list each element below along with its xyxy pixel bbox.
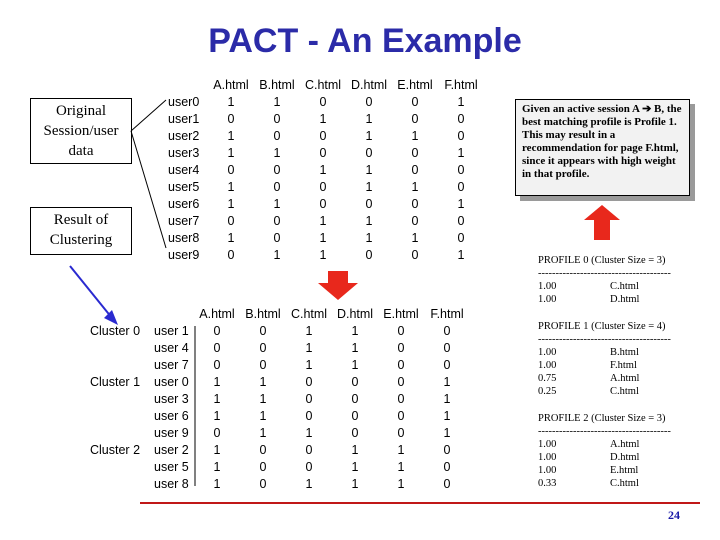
cell: 1 [305, 323, 313, 338]
connector-line-top-2 [131, 131, 166, 248]
user-label: user5 [168, 179, 200, 194]
cell: 0 [305, 408, 313, 423]
profile-page: D.html [610, 294, 640, 305]
cell: 0 [411, 213, 419, 228]
cell: 1 [213, 391, 221, 406]
cell: 0 [259, 459, 267, 474]
cell: 1 [443, 408, 451, 423]
session-table-header [166, 76, 484, 93]
cell: 1 [397, 476, 405, 491]
col-header: D.html [350, 77, 388, 92]
table-row [166, 212, 484, 229]
cell: 0 [411, 196, 419, 211]
cell: 0 [305, 459, 313, 474]
table-row [166, 161, 484, 178]
cell: 0 [319, 128, 327, 143]
cell: 0 [227, 162, 235, 177]
col-header: B.html [259, 77, 295, 92]
cluster-label [90, 424, 152, 441]
user-label: user4 [168, 162, 200, 177]
user-label: user2 [168, 128, 200, 143]
cell: 1 [273, 196, 281, 211]
cell: 1 [351, 357, 359, 372]
profile-weight: 0.33 [538, 478, 557, 489]
table-row [90, 322, 470, 339]
cell: 0 [443, 442, 451, 457]
user-label: user 4 [154, 340, 189, 355]
cell: 0 [351, 374, 359, 389]
cell: 1 [443, 425, 451, 440]
cell: 1 [365, 213, 373, 228]
profiles-list [538, 254, 688, 504]
user-label: user 6 [154, 408, 189, 423]
cell: 0 [365, 145, 373, 160]
cell: 1 [259, 391, 267, 406]
col-header: D.html [336, 306, 374, 321]
profile-weight: 1.00 [538, 465, 557, 476]
cell: 0 [305, 374, 313, 389]
profile-item [538, 293, 688, 306]
profile-item [538, 359, 688, 372]
cluster-table [90, 305, 470, 492]
user-label: user7 [168, 213, 200, 228]
table-row [90, 475, 470, 492]
cell: 1 [227, 128, 235, 143]
cell: 1 [319, 111, 327, 126]
profile-block [538, 254, 688, 306]
table-row [166, 229, 484, 246]
cluster-label: Cluster 0 [90, 323, 141, 338]
cell: 0 [259, 340, 267, 355]
table-row [166, 93, 484, 110]
profile-item [538, 438, 688, 451]
cell: 1 [227, 179, 235, 194]
user-label: user3 [168, 145, 200, 160]
table-row [90, 339, 470, 356]
cell: 1 [351, 442, 359, 457]
red-up-arrow [584, 205, 620, 240]
profile-item [538, 477, 688, 490]
cell: 1 [365, 230, 373, 245]
cell: 0 [443, 323, 451, 338]
cell: 1 [457, 145, 465, 160]
col-header: F.html [444, 77, 478, 92]
cluster-table-header [90, 305, 470, 322]
col-header: C.html [304, 77, 342, 92]
profile-page: B.html [610, 347, 639, 358]
table-row [166, 246, 484, 263]
user-label: user 1 [154, 323, 189, 338]
profile-weight: 0.75 [538, 373, 557, 384]
profile-weight: 1.00 [538, 439, 557, 450]
cell: 0 [365, 94, 373, 109]
cell: 0 [443, 357, 451, 372]
table-row [90, 390, 470, 407]
cell: 1 [457, 196, 465, 211]
cell: 0 [319, 94, 327, 109]
cell: 1 [365, 111, 373, 126]
user-label: user 8 [154, 476, 189, 491]
user-label: user0 [168, 94, 200, 109]
cell: 0 [213, 340, 221, 355]
cell: 0 [213, 323, 221, 338]
cell: 0 [227, 247, 235, 262]
user-label: user 2 [154, 442, 189, 457]
cell: 1 [397, 442, 405, 457]
cell: 0 [411, 145, 419, 160]
cell: 1 [365, 162, 373, 177]
cell: 0 [273, 213, 281, 228]
cell: 1 [443, 391, 451, 406]
profile-page: D.html [610, 452, 640, 463]
profile-item [538, 451, 688, 464]
cell: 1 [319, 213, 327, 228]
cell: 0 [213, 357, 221, 372]
cell: 1 [213, 476, 221, 491]
col-header: B.html [245, 306, 281, 321]
table-row [90, 407, 470, 424]
cell: 1 [273, 247, 281, 262]
recommendation-callout: Given an active session A ➔ B, the best matching profile is Profile 1. This may result in a recommendation for page F.html, since it appears with high weight in that profile. [515, 99, 690, 196]
cluster-label [90, 407, 152, 424]
clustering-result-box: Result of Clustering [30, 207, 132, 255]
profile-weight: 0.25 [538, 386, 557, 397]
profile-block [538, 320, 688, 398]
cell: 0 [273, 179, 281, 194]
cluster-label: Cluster 1 [90, 374, 141, 389]
footer-rule [140, 502, 700, 504]
table-row [90, 373, 470, 390]
cell: 1 [365, 128, 373, 143]
profile-heading: PROFILE 1 (Cluster Size = 4) [538, 321, 666, 332]
cell: 0 [443, 340, 451, 355]
profile-page: E.html [610, 465, 639, 476]
cell: 0 [351, 408, 359, 423]
cell: 0 [443, 476, 451, 491]
cell: 0 [457, 179, 465, 194]
profile-item [538, 280, 688, 293]
table-row [90, 356, 470, 373]
cell: 1 [227, 94, 235, 109]
cell: 0 [397, 391, 405, 406]
cell: 0 [397, 425, 405, 440]
cell: 1 [213, 459, 221, 474]
profile-heading: PROFILE 0 (Cluster Size = 3) [538, 255, 666, 266]
user-label: user 0 [154, 374, 189, 389]
cell: 0 [397, 374, 405, 389]
cell: 0 [259, 442, 267, 457]
cell: 1 [259, 408, 267, 423]
cell: 0 [351, 391, 359, 406]
cell: 0 [319, 179, 327, 194]
col-header: F.html [430, 306, 464, 321]
profile-item [538, 372, 688, 385]
cell: 0 [273, 162, 281, 177]
cell: 1 [397, 459, 405, 474]
cell: 0 [397, 357, 405, 372]
cluster-label [90, 339, 152, 356]
cell: 0 [411, 94, 419, 109]
profile-divider: -------------------------------------- [538, 334, 671, 345]
page-number: 24 [668, 508, 680, 522]
cell: 0 [397, 340, 405, 355]
cell: 0 [457, 111, 465, 126]
profile-page: C.html [610, 478, 639, 489]
cell: 0 [259, 357, 267, 372]
cell: 1 [411, 128, 419, 143]
cell: 1 [259, 425, 267, 440]
cell: 1 [273, 94, 281, 109]
profile-page: F.html [610, 360, 637, 371]
user-label: user9 [168, 247, 200, 262]
user-label: user 9 [154, 425, 189, 440]
profile-page: A.html [610, 373, 640, 384]
cell: 1 [305, 425, 313, 440]
profile-weight: 1.00 [538, 452, 557, 463]
profile-item [538, 346, 688, 359]
cell: 1 [457, 94, 465, 109]
cell: 1 [319, 162, 327, 177]
cell: 0 [273, 230, 281, 245]
cell: 0 [319, 196, 327, 211]
cell: 0 [213, 425, 221, 440]
connector-line-top [131, 100, 166, 131]
cluster-label [90, 475, 152, 492]
cell: 1 [365, 179, 373, 194]
cell: 1 [457, 247, 465, 262]
cell: 0 [457, 162, 465, 177]
cell: 1 [351, 476, 359, 491]
cell: 0 [227, 111, 235, 126]
cell: 1 [259, 374, 267, 389]
profile-heading: PROFILE 2 (Cluster Size = 3) [538, 413, 666, 424]
table-row [90, 458, 470, 475]
profile-page: C.html [610, 281, 639, 292]
profile-weight: 1.00 [538, 360, 557, 371]
cell: 1 [305, 476, 313, 491]
cell: 0 [351, 425, 359, 440]
cell: 0 [411, 111, 419, 126]
cell: 1 [319, 247, 327, 262]
table-row [166, 195, 484, 212]
profile-divider: -------------------------------------- [538, 268, 671, 279]
table-row [166, 178, 484, 195]
profile-item [538, 385, 688, 398]
user-label: user 5 [154, 459, 189, 474]
table-row [90, 441, 470, 458]
user-label: user 7 [154, 357, 189, 372]
table-row [90, 424, 470, 441]
cell: 0 [411, 162, 419, 177]
profile-block [538, 412, 688, 490]
user-label: user8 [168, 230, 200, 245]
red-down-arrow [318, 271, 358, 300]
cell: 0 [397, 408, 405, 423]
cell: 0 [259, 476, 267, 491]
user-label: user 3 [154, 391, 189, 406]
cell: 0 [305, 442, 313, 457]
table-row [166, 144, 484, 161]
cell: 0 [227, 213, 235, 228]
cell: 1 [213, 442, 221, 457]
profile-item [538, 464, 688, 477]
cell: 1 [227, 145, 235, 160]
cell: 1 [411, 230, 419, 245]
cell: 1 [213, 408, 221, 423]
cell: 0 [273, 128, 281, 143]
cell: 1 [305, 357, 313, 372]
slide-title: PACT - An Example [208, 22, 522, 60]
cell: 0 [365, 247, 373, 262]
cell: 0 [457, 213, 465, 228]
table-row [166, 127, 484, 144]
col-header: E.html [397, 77, 433, 92]
cell: 0 [259, 323, 267, 338]
profile-weight: 1.00 [538, 281, 557, 292]
original-data-box: Original Session/user data [30, 98, 132, 164]
cell: 0 [397, 323, 405, 338]
cluster-label [90, 390, 152, 407]
cell: 1 [319, 230, 327, 245]
profile-page: A.html [610, 439, 640, 450]
cell: 0 [319, 145, 327, 160]
col-header: C.html [290, 306, 328, 321]
col-header: E.html [383, 306, 419, 321]
cell: 1 [351, 323, 359, 338]
profile-divider: -------------------------------------- [538, 426, 671, 437]
cluster-label [90, 356, 152, 373]
profile-page: C.html [610, 386, 639, 397]
cell: 1 [351, 340, 359, 355]
cell: 1 [227, 196, 235, 211]
cell: 1 [273, 145, 281, 160]
col-header: A.html [199, 306, 235, 321]
table-row [166, 110, 484, 127]
cell: 1 [411, 179, 419, 194]
cell: 1 [305, 340, 313, 355]
cell: 0 [443, 459, 451, 474]
profile-weight: 1.00 [538, 294, 557, 305]
col-header: A.html [213, 77, 249, 92]
cell: 1 [443, 374, 451, 389]
user-label: user1 [168, 111, 200, 126]
user-label: user6 [168, 196, 200, 211]
cluster-label [90, 458, 152, 475]
cell: 0 [305, 391, 313, 406]
cell: 0 [411, 247, 419, 262]
cell: 0 [457, 128, 465, 143]
cluster-label: Cluster 2 [90, 442, 141, 457]
session-table [166, 76, 484, 263]
cell: 1 [351, 459, 359, 474]
cell: 0 [365, 196, 373, 211]
cell: 0 [273, 111, 281, 126]
cell: 1 [227, 230, 235, 245]
profile-weight: 1.00 [538, 347, 557, 358]
cell: 0 [457, 230, 465, 245]
cell: 1 [213, 374, 221, 389]
